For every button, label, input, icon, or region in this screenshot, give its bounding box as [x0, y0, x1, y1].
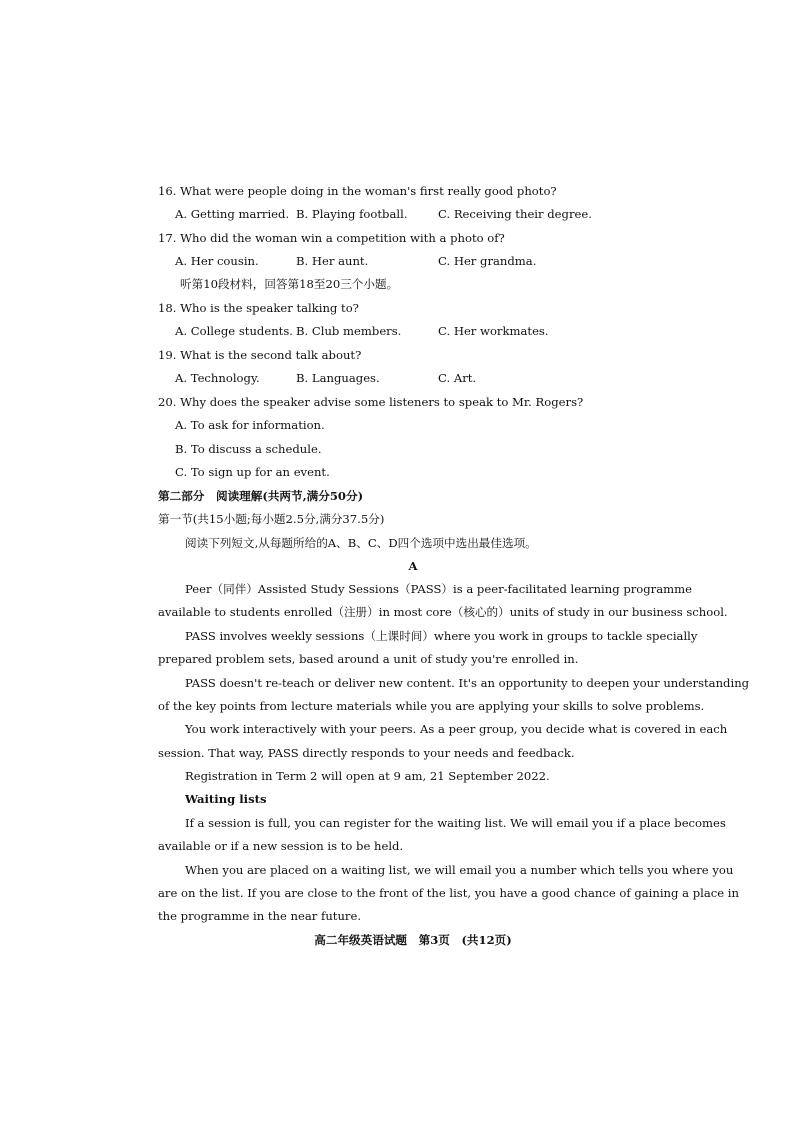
question-16-option-a: A. Getting married. — [175, 207, 290, 221]
passage-line: Registration in Term 2 will open at 9 am, 21 September 2022. — [185, 769, 550, 783]
passage-line: session. That way, PASS directly responds to your needs and feedback. — [158, 746, 575, 760]
passage-line: When you are placed on a waiting list, we will email you a number which tells you where you — [185, 863, 734, 877]
question-20-option-c: C. To sign up for an event. — [175, 465, 330, 479]
question-19-option-b: B. Languages. — [296, 371, 380, 385]
page-footer: 高二年级英语试题 第3页 (共12页) — [314, 933, 512, 947]
question-18-option-b: B. Club members. — [296, 324, 402, 338]
passage-line: prepared problem sets, based around a unit of study you're enrolled in. — [158, 652, 579, 666]
listening-instruction-10: 听第10段材料，回答第18至20三个小题。 — [180, 277, 399, 291]
passage-line: If a session is full, you can register for the waiting list. We will email you if a place becomes — [185, 816, 726, 830]
question-17-option-a: A. Her cousin. — [175, 254, 259, 268]
question-18-stem: 18. Who is the speaker talking to? — [158, 301, 359, 315]
reading-instruction: 阅读下列短文,从每题所给的A、B、C、D四个选项中选出最佳选项。 — [185, 536, 537, 550]
question-16-stem: 16. What were people doing in the woman's first really good photo? — [158, 184, 557, 198]
reading-part-title: 第二部分 阅读理解(共两节,满分50分) — [158, 489, 364, 503]
question-16-option-b: B. Playing football. — [296, 207, 408, 221]
question-19-option-a: A. Technology. — [175, 371, 260, 385]
passage-line: PASS doesn't re-teach or deliver new content. It's an opportunity to deepen your understanding — [185, 676, 750, 690]
passage-line: are on the list. If you are close to the front of the list, you have a good chance of gaining a place in — [158, 886, 739, 900]
passage-line: available or if a new session is to be held. — [158, 839, 404, 853]
question-16-option-c: C. Receiving their degree. — [438, 207, 592, 221]
passage-label: A — [408, 559, 418, 573]
question-19-option-c: C. Art. — [438, 371, 477, 385]
reading-section-title: 第一节(共15小题;每小题2.5分,满分37.5分) — [158, 512, 385, 526]
passage-line: You work interactively with your peers. As a peer group, you decide what is covered in each — [185, 722, 728, 736]
waiting-lists-heading: Waiting lists — [185, 792, 267, 806]
question-20-option-a: A. To ask for information. — [175, 418, 325, 432]
question-19-stem: 19. What is the second talk about? — [158, 348, 362, 362]
question-18-option-a: A. College students. — [175, 324, 293, 338]
passage-line: Peer（同伴）Assisted Study Sessions（PASS）is a peer-facilitated learning programme — [185, 582, 692, 596]
question-20-option-b: B. To discuss a schedule. — [175, 442, 322, 456]
question-18-option-c: C. Her workmates. — [438, 324, 549, 338]
question-17-option-b: B. Her aunt. — [296, 254, 369, 268]
passage-line: of the key points from lecture materials while you are applying your skills to solve problems. — [158, 699, 705, 713]
question-20-stem: 20. Why does the speaker advise some listeners to speak to Mr. Rogers? — [158, 395, 584, 409]
passage-line: PASS involves weekly sessions（上课时间）where you work in groups to tackle specially — [185, 629, 698, 643]
passage-line: available to students enrolled（注册）in most core（核心的）units of study in our business school. — [158, 605, 728, 619]
question-17-stem: 17. Who did the woman win a competition with a photo of? — [158, 231, 505, 245]
passage-line: the programme in the near future. — [158, 909, 361, 923]
question-17-option-c: C. Her grandma. — [438, 254, 537, 268]
